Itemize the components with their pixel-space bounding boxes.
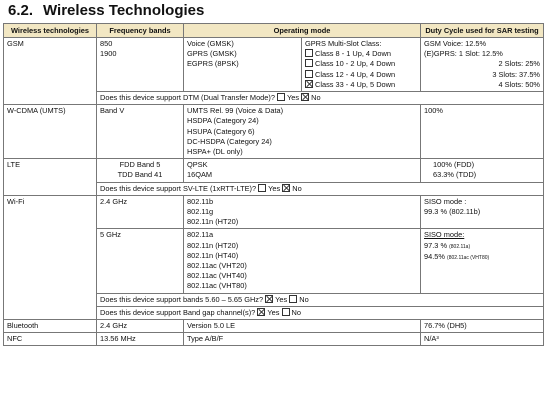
siso5-value-1: 97.3 % bbox=[424, 240, 448, 250]
section-number: 6.2. bbox=[8, 2, 34, 19]
lte-freq-1: TDD Band 41 bbox=[117, 170, 163, 180]
multislot-option-label: Class 8 - 1 Up, 4 Down bbox=[315, 49, 391, 59]
dtm-question-cell bbox=[97, 92, 544, 105]
gsm-duty bbox=[421, 38, 544, 92]
gsm-tech: GSM bbox=[4, 38, 97, 105]
gsm-row bbox=[4, 38, 544, 92]
wcdma-row bbox=[4, 105, 544, 159]
lte-duty bbox=[421, 159, 544, 182]
bluetooth-duty: 76.7% (DH5) bbox=[421, 320, 544, 333]
checkbox-icon[interactable] bbox=[289, 295, 297, 303]
gsm-duty-0: GSM Voice: 12.5% bbox=[424, 39, 487, 48]
lte-mode-0: QPSK bbox=[187, 160, 208, 170]
lte-row bbox=[4, 159, 544, 182]
nfc-row bbox=[4, 333, 544, 346]
wifi-mode5-4: 802.11ac (VHT40) bbox=[187, 271, 247, 281]
checked-checkbox-icon[interactable] bbox=[265, 295, 273, 303]
dtm-no-label: No bbox=[311, 93, 321, 103]
gsm-duty-2: 2 Slots: 25% bbox=[498, 59, 541, 69]
checkbox-icon[interactable] bbox=[305, 49, 313, 57]
wifi-mode24-0: 802.11b bbox=[187, 196, 214, 206]
svlte-yes-label: Yes bbox=[268, 183, 281, 193]
lte-mode-1: 16QAM bbox=[187, 170, 213, 180]
wcdma-freq: Band V bbox=[97, 105, 184, 159]
wcdma-mode-2: HSUPA (Category 6) bbox=[187, 126, 255, 136]
bluetooth-mode: Version 5.0 LE bbox=[184, 320, 421, 333]
gsm-freq bbox=[97, 38, 184, 92]
multislot-option bbox=[305, 80, 417, 90]
checkbox-icon[interactable] bbox=[258, 184, 266, 192]
bands-yes-label: Yes bbox=[275, 294, 288, 304]
lte-modes bbox=[184, 159, 421, 182]
multislot-option bbox=[305, 70, 417, 80]
header-tech: Wireless technologies bbox=[4, 24, 97, 38]
bluetooth-tech: Bluetooth bbox=[4, 320, 97, 333]
dtm-question: Does this device support DTM (Dual Transfer Mode)? bbox=[100, 93, 275, 103]
bands-question-cell bbox=[97, 293, 544, 306]
siso5-note-1: (802.11a) bbox=[449, 243, 471, 250]
wifi-mode24-2: 802.11n (HT20) bbox=[187, 217, 239, 227]
section-title: Wireless Technologies bbox=[43, 2, 205, 19]
gsm-freq-0: 850 bbox=[100, 39, 113, 48]
wcdma-modes bbox=[184, 105, 421, 159]
wifi-band-24: 2.4 GHz bbox=[97, 195, 184, 229]
nfc-tech: NFC bbox=[4, 333, 97, 346]
wcdma-mode-4: HSPA+ (DL only) bbox=[187, 147, 243, 157]
wifi-mode5-0: 802.11a bbox=[187, 230, 214, 240]
checked-checkbox-icon[interactable] bbox=[305, 80, 313, 88]
multislot-option-label: Class 10 - 2 Up, 4 Down bbox=[315, 59, 396, 69]
wifi-mode24-1: 802.11g bbox=[187, 207, 214, 217]
checkbox-icon[interactable] bbox=[277, 93, 285, 101]
multislot-option bbox=[305, 59, 417, 69]
bluetooth-row bbox=[4, 320, 544, 333]
siso5-title: SISO mode: bbox=[424, 230, 465, 240]
gsm-multislot bbox=[302, 38, 421, 92]
wifi-modes-24 bbox=[184, 195, 421, 229]
wifi-mode5-1: 802.11n (HT20) bbox=[187, 240, 239, 250]
gsm-mode-2: EGPRS (8PSK) bbox=[187, 59, 239, 69]
siso5-value-2: 94.5% bbox=[424, 251, 445, 261]
wireless-technologies-table bbox=[3, 23, 544, 346]
wifi-mode5-2: 802.11n (HT40) bbox=[187, 250, 239, 260]
nfc-mode: Type A/B/F bbox=[184, 333, 421, 346]
lte-tech: LTE bbox=[4, 159, 97, 196]
bluetooth-freq: 2.4 GHz bbox=[97, 320, 184, 333]
svlte-question-cell bbox=[97, 182, 544, 195]
wcdma-duty: 100% bbox=[421, 105, 544, 159]
siso5-line2 bbox=[424, 252, 540, 263]
header-duty: Duty Cycle used for SAR testing bbox=[421, 24, 544, 38]
wifi-modes-5 bbox=[184, 229, 421, 293]
header-mode: Operating mode bbox=[184, 24, 421, 38]
wifi-tech: Wi-Fi bbox=[4, 195, 97, 319]
checkbox-icon[interactable] bbox=[305, 59, 313, 67]
gsm-duty-3: 3 Slots: 37.5% bbox=[492, 69, 541, 79]
header-freq: Frequency bands bbox=[97, 24, 184, 38]
wifi-mode5-3: 802.11ac (VHT20) bbox=[187, 261, 247, 271]
wcdma-tech: W-CDMA (UMTS) bbox=[4, 105, 97, 159]
multislot-option bbox=[305, 49, 417, 59]
gsm-duty-4: 4 Slots: 50% bbox=[498, 79, 541, 89]
wcdma-mode-3: DC-HSDPA (Category 24) bbox=[187, 136, 272, 146]
lte-duty-1: 63.3% (TDD) bbox=[433, 170, 477, 180]
checked-checkbox-icon[interactable] bbox=[282, 184, 290, 192]
section-heading bbox=[8, 2, 204, 19]
lte-freq bbox=[97, 159, 184, 182]
siso5-line1 bbox=[424, 241, 540, 252]
gsm-mode-1: GPRS (GMSK) bbox=[187, 49, 237, 59]
siso5-note-2: (802.11ac (VHT80) bbox=[447, 254, 490, 261]
bands-no-label: No bbox=[299, 294, 309, 304]
wifi-band-5: 5 GHz bbox=[97, 229, 184, 293]
gap-no-label: No bbox=[291, 307, 301, 317]
checkbox-icon[interactable] bbox=[282, 308, 290, 316]
siso24-value: 99.3 % (802.11b) bbox=[424, 207, 481, 217]
siso24-title: SISO mode : bbox=[424, 196, 467, 206]
lte-duty-0: 100% (FDD) bbox=[433, 160, 475, 170]
bands-question: Does this device support bands 5.60 – 5.65 GHz? bbox=[100, 294, 264, 304]
gsm-duty-1: (E)GPRS: 1 Slot: 12.5% bbox=[424, 49, 503, 59]
multislot-option-label: Class 33 - 4 Up, 5 Down bbox=[315, 79, 396, 89]
dtm-yes-label: Yes bbox=[287, 93, 300, 103]
multislot-option-label: Class 12 - 4 Up, 4 Down bbox=[315, 69, 396, 79]
gsm-mode-0: Voice (GMSK) bbox=[187, 39, 234, 48]
wcdma-mode-0: UMTS Rel. 99 (Voice & Data) bbox=[187, 106, 284, 116]
checked-checkbox-icon[interactable] bbox=[301, 93, 309, 101]
wifi-duty-5 bbox=[421, 229, 544, 293]
wifi-mode5-5: 802.11ac (VHT80) bbox=[187, 281, 247, 291]
wifi-duty-24 bbox=[421, 195, 544, 229]
lte-freq-0: FDD Band 5 bbox=[119, 160, 161, 170]
checked-checkbox-icon[interactable] bbox=[257, 308, 265, 316]
gap-question-cell bbox=[97, 306, 544, 319]
multislot-title: GPRS Multi-Slot Class: bbox=[305, 39, 382, 48]
nfc-freq: 13.56 MHz bbox=[97, 333, 184, 346]
wcdma-mode-1: HSDPA (Category 24) bbox=[187, 116, 259, 126]
nfc-duty: N/A³ bbox=[421, 333, 544, 346]
svlte-no-label: No bbox=[292, 183, 302, 193]
gsm-modes bbox=[184, 38, 302, 92]
header-row bbox=[4, 24, 544, 38]
gsm-freq-1: 1900 bbox=[100, 49, 117, 59]
gap-yes-label: Yes bbox=[267, 307, 280, 317]
checkbox-icon[interactable] bbox=[305, 70, 313, 78]
svlte-question: Does this device support SV-LTE (1xRTT-LTE)? bbox=[100, 183, 257, 193]
gap-question: Does this device support Band gap channel(s)? bbox=[100, 307, 256, 317]
wifi-24-row bbox=[4, 195, 544, 229]
